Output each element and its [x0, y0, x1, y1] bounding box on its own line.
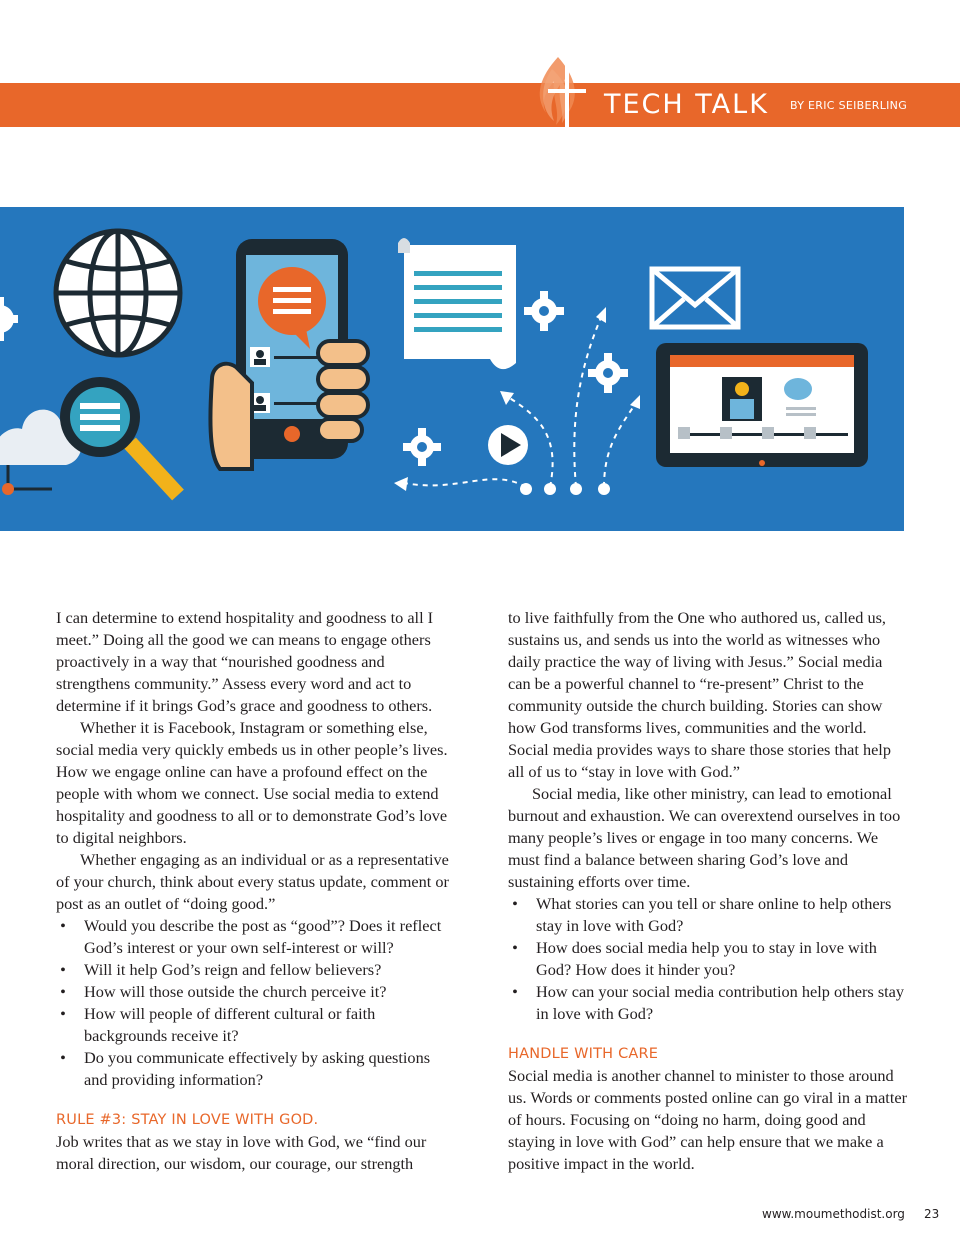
- bullet-marker: •: [512, 982, 518, 1001]
- list-item: [56, 981, 456, 1003]
- bullet-marker: •: [60, 960, 66, 979]
- paragraph: Social media is another channel to minister to those around us. Words or comments posted online can go viral in a matter of hours. Focusing on “doing no harm, doing good and staying in love with God” can help ensure that we make a positive impact in the world.: [508, 1066, 908, 1173]
- list-item-text: How will those outside the church perceive it?: [84, 982, 387, 1001]
- paragraph: I can determine to extend hospitality and goodness to all I meet.” Doing all the good we can means to engage others proactively in a way that “nourished goodness and strengthens community.” Assess every word and act to determine if it brings God’s grace and goodness to others.: [56, 608, 434, 715]
- list-item: [508, 937, 908, 981]
- list-item: [508, 893, 908, 937]
- bullet-marker: •: [60, 916, 66, 935]
- hero-illustration: [0, 207, 904, 531]
- list-item-text: What stories can you tell or share online to help others stay in love with God?: [536, 894, 892, 935]
- list-item-text: Would you describe the post as “good”? Does it reflect God’s interest or your own self-interest or will?: [84, 916, 442, 957]
- paragraph: Job writes that as we stay in love with God, we “find our moral direction, our wisdom, our courage, our strength: [56, 1132, 427, 1173]
- play-icon: [488, 425, 528, 465]
- gear-icon-partial: [0, 297, 18, 341]
- magnifier-icon: [60, 377, 178, 495]
- paragraph: Whether engaging as an individual or as a representative of your church, think about every status update, comment or post as an outlet of “doing good.”: [56, 850, 449, 913]
- cross-and-flame-logo-icon: [530, 55, 590, 155]
- bullet-marker: •: [60, 982, 66, 1001]
- bullet-marker: •: [60, 1048, 66, 1067]
- bullet-marker: •: [512, 938, 518, 957]
- list-item: [56, 1003, 456, 1047]
- globe-icon: [56, 231, 180, 355]
- gear-icon: [588, 353, 628, 393]
- list-item-text: How does social media help you to stay in love with God? How does it hinder you?: [536, 938, 877, 979]
- monitor-icon: [656, 343, 868, 467]
- paragraph: Social media, like other ministry, can lead to emotional burnout and exhaustion. We can overextend ourselves in too many people’s lives or engage in too many concerns. We must find a balance between sharing God’s love and sustaining efforts over time.: [508, 784, 901, 891]
- subheading: RULE #3: STAY IN LOVE WITH GOD.: [56, 1112, 319, 1128]
- page-number: 23: [924, 1207, 940, 1221]
- section-title: TECH TALK: [604, 89, 769, 120]
- list-item-text: Do you communicate effectively by asking questions and providing information?: [84, 1048, 431, 1089]
- bullet-list: [56, 915, 456, 1091]
- document-icon: [398, 238, 516, 369]
- bullet-marker: •: [512, 894, 518, 913]
- envelope-icon: [652, 269, 738, 327]
- right-column: [508, 607, 908, 1175]
- gear-icon: [524, 291, 564, 331]
- list-item-text: Will it help God’s reign and fellow believers?: [84, 960, 382, 979]
- byline: BY ERIC SEIBERLING: [790, 99, 908, 112]
- subheading: HANDLE WITH CARE: [508, 1046, 659, 1062]
- list-item-text: How can your social media contribution help others stay in love with God?: [536, 982, 905, 1023]
- list-item: [56, 959, 456, 981]
- footer-url[interactable]: www.moumethodist.org: [762, 1207, 905, 1221]
- list-item: [56, 915, 456, 959]
- gear-icon: [403, 428, 441, 466]
- paragraph: Whether it is Facebook, Instagram or something else, social media very quickly embeds us in other people’s lives. How we engage online can have a profound effect on the people with whom we connect. Use social media to extend hospitality and goodness to all or to demonstrate God’s love to digital neighbors.: [56, 718, 448, 847]
- paragraph: to live faithfully from the One who authored us, called us, sustains us, and sends us into the world as witnesses who daily practice the way of living with Jesus.” Social media can be a powerful channel to “re-present” Christ to the community outside the church building. Stories can show how God transforms lives, communities and the world. Social media provides ways to share those stories that help all of us to “stay in love with God.”: [508, 608, 891, 781]
- bullet-marker: •: [60, 1004, 66, 1023]
- bullet-list: [508, 893, 908, 1025]
- list-item: [56, 1047, 456, 1091]
- left-column: [56, 607, 456, 1175]
- list-item: [508, 981, 908, 1025]
- list-item-text: How will people of different cultural or faith backgrounds receive it?: [84, 1004, 376, 1045]
